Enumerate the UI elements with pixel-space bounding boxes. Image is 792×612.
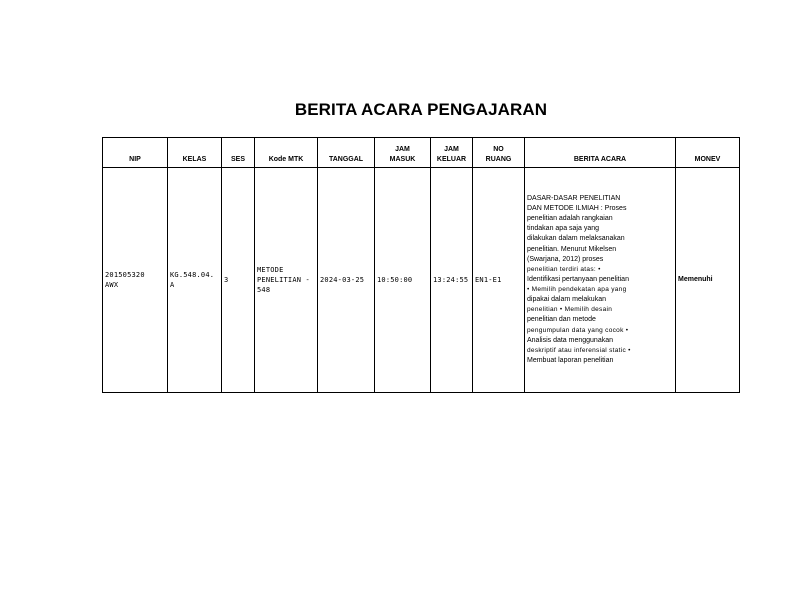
cell-kode-mtk-line3: 548	[257, 286, 271, 295]
header-berita-acara: BERITA ACARA	[525, 138, 676, 168]
header-kode-mtk: Kode MTK	[255, 138, 318, 168]
berita-line: penelitian. Menurut Mikelsen	[527, 245, 617, 253]
page-title: BERITA ACARA PENGAJARAN	[294, 100, 548, 119]
berita-line: Analisis data menggunakan	[527, 336, 614, 344]
cell-ses: 3	[222, 168, 255, 393]
cell-kelas-line1: KG.548.04.	[170, 270, 215, 279]
berita-line-text: • Memilih pendekatan apa yang	[527, 286, 627, 294]
header-jam-keluar-line2: KELUAR	[436, 155, 467, 163]
cell-berita-acara	[525, 168, 676, 393]
header-tanggal: TANGGAL	[318, 138, 375, 168]
cell-nip-line1: 201505320	[105, 270, 145, 279]
header-ses: SES	[222, 138, 255, 168]
berita-line: (Swarjana, 2012) proses	[527, 255, 604, 263]
berita-line: Membuat laporan penelitian	[527, 357, 614, 365]
cell-monev: Memenuhi	[676, 168, 740, 393]
berita-line: dilakukan dalam melaksanakan	[527, 235, 625, 243]
berita-line-text: deskriptif atau inferensial static •	[527, 346, 631, 354]
cell-nip-line2: AWX	[105, 281, 119, 289]
berita-acara-table	[102, 137, 740, 393]
berita-line: Identifikasi pertanyaan penelitian	[527, 275, 629, 283]
table-row	[103, 168, 740, 393]
cell-jam-keluar: 13:24:55	[431, 168, 473, 393]
berita-line	[527, 265, 673, 275]
berita-line	[527, 305, 673, 315]
cell-jam-masuk: 10:50:00	[375, 168, 431, 393]
cell-nip	[103, 168, 168, 393]
berita-line: penelitian dan metode	[527, 316, 596, 324]
berita-line-text: penelitian • Memilih desain	[527, 306, 613, 314]
table-header-row	[103, 138, 740, 168]
berita-line	[527, 346, 673, 356]
cell-kode-mtk-line1: METODE	[257, 265, 284, 274]
cell-kelas-line2: A	[170, 281, 175, 289]
cell-kode-mtk	[255, 168, 318, 393]
berita-line-text: penelitian terdiri atas: •	[527, 265, 601, 273]
header-no-ruang	[473, 138, 525, 168]
berita-line-text: pengumpulan data yang cocok •	[527, 326, 629, 334]
berita-line: dipakai dalam melakukan	[527, 296, 606, 304]
header-jam-keluar-line1: JAM	[444, 145, 459, 153]
berita-line: DAN METODE ILMIAH : Proses	[527, 204, 627, 212]
berita-line	[527, 285, 673, 295]
cell-no-ruang: EN1-E1	[473, 168, 525, 393]
cell-kode-mtk-line2: PENELITIAN -	[257, 275, 310, 284]
berita-line: DASAR-DASAR PENELITIAN	[527, 194, 621, 202]
header-no-ruang-line2: RUANG	[485, 155, 512, 163]
header-no-ruang-line1: NO	[493, 145, 504, 153]
berita-line: tindakan apa saja yang	[527, 225, 599, 233]
header-monev: MONEV	[676, 138, 740, 168]
header-jam-keluar	[431, 138, 473, 168]
header-jam-masuk	[375, 138, 431, 168]
header-nip: NIP	[103, 138, 168, 168]
header-kelas: KELAS	[168, 138, 222, 168]
header-jam-masuk-line1: JAM	[395, 145, 410, 153]
cell-kelas	[168, 168, 222, 393]
berita-line	[527, 326, 673, 336]
header-jam-masuk-line2: MASUK	[389, 155, 416, 163]
berita-line: penelitian adalah rangkaian	[527, 215, 613, 223]
cell-tanggal: 2024-03-25	[318, 168, 375, 393]
